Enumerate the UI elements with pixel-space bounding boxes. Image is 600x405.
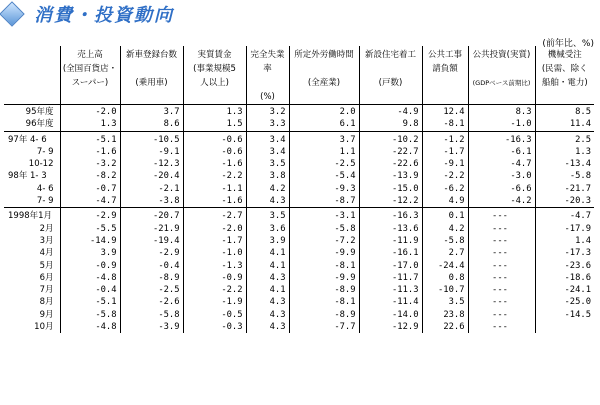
table-cell: 0.1 [422,208,468,223]
table-cell: -11.3 [359,284,422,296]
table-cell: -5.8 [120,309,183,321]
table-cell: -1.7 [422,146,468,158]
table-cell: -14.9 [60,235,120,247]
table-cell: -8.1 [289,260,359,272]
table-row [4,131,594,146]
column-header-line: (民需、除く [541,64,588,74]
table-cell: -5.5 [60,223,120,235]
table-cell: 3.4 [246,131,289,146]
table-cell: 3.9 [60,247,120,259]
table-cell: --- [468,321,535,333]
table-cell: 1.5 [183,118,246,131]
row-label: 97年 4- 6 [4,131,60,146]
column-header-line: (事業規模5 [193,64,236,74]
table-cell: -4.7 [468,158,535,170]
row-label: 98年 1- 3 [8,171,47,182]
header-row [4,46,594,105]
table-cell: 3.7 [120,105,183,119]
table-cell: -7.2 [289,235,359,247]
table-cell: -0.3 [183,321,246,333]
table-cell: -8.1 [289,296,359,308]
row-label: 7- 9 [36,146,54,157]
table-cell: 4.2 [422,223,468,235]
table-cell: 6.1 [289,118,359,131]
table-cell: -4.2 [468,195,535,208]
table-cell: 2.5 [535,131,594,146]
diamond-icon [0,1,25,26]
table-cell: -10.7 [422,284,468,296]
table-cell: --- [468,260,535,272]
table-cell: -2.9 [120,247,183,259]
column-header [359,46,422,105]
column-header-line: スーパー) [71,78,109,88]
table-cell: --- [468,247,535,259]
table-cell: -3.2 [60,158,120,170]
table-cell: -2.0 [60,105,120,119]
table-cell: 1.3 [60,118,120,131]
table-cell: 11.4 [535,118,594,131]
table-cell: -8.9 [120,272,183,284]
table-cell: -21.9 [120,223,183,235]
table-cell: -11.7 [359,272,422,284]
table-cell: --- [468,296,535,308]
table-cell: 3.5 [246,208,289,223]
column-header-line: 実質賃金 [197,50,232,60]
table-cell: -0.4 [60,284,120,296]
row-label: 7月 [39,285,54,296]
table-cell: 3.5 [246,158,289,170]
table-cell: -16.1 [359,247,422,259]
table-cell: 3.8 [246,170,289,182]
table-cell [535,321,594,333]
column-header [289,46,359,105]
column-header-line: (全産業) [307,78,341,88]
row-label: 9月 [39,309,54,320]
table-cell: -2.5 [120,284,183,296]
column-header-line [248,76,288,90]
table-cell: 0.8 [422,272,468,284]
table-row [4,284,594,296]
table-cell: -5.1 [60,296,120,308]
table-cell: -12.3 [120,158,183,170]
table-cell: -24.4 [422,260,468,272]
table-cell: -1.7 [183,235,246,247]
table-row [4,247,594,259]
table-cell: 9.8 [359,118,422,131]
title-bar [0,0,600,34]
column-header-line: (乗用車) [135,78,168,88]
table-cell: 2.7 [422,247,468,259]
table-cell: -24.1 [535,284,594,296]
table-cell: -5.8 [60,309,120,321]
table-row [4,195,594,208]
table-row [4,146,594,158]
corner-cell [4,46,60,105]
table-cell: -12.9 [359,321,422,333]
table-cell: --- [468,208,535,223]
table-cell: 12.4 [422,105,468,119]
table-cell: -20.7 [120,208,183,223]
column-header-line: 請負額 [432,64,458,74]
row-label: 10-12 [28,159,54,170]
table-cell: -18.6 [535,272,594,284]
table-cell: -5.4 [289,170,359,182]
table-row [4,260,594,272]
table-cell: -2.5 [289,158,359,170]
table-cell: -25.0 [535,296,594,308]
column-header-line: 船舶・電力) [541,78,588,88]
table-cell: -13.6 [359,223,422,235]
table-cell: -5.8 [289,223,359,235]
row-label: 95年度 [4,105,60,119]
column-header-line: 公共工事 [427,50,462,60]
column-header-line [291,62,358,76]
table-body [4,105,594,334]
column-header-line: 公共投資(実質) [472,50,531,60]
table-cell: -0.7 [60,183,120,195]
table-cell: -14.5 [535,309,594,321]
column-header-line: 新設住宅着工 [364,50,416,60]
statistics-table [4,46,594,333]
table-row [4,170,594,182]
table-cell: -8.2 [60,170,120,182]
table-row [4,105,594,119]
table-cell: 3.5 [422,296,468,308]
row-label: 5月 [39,260,54,271]
table-cell: -23.6 [535,260,594,272]
column-header-line: 機械受注 [547,50,582,60]
table-cell: -16.3 [468,131,535,146]
table-cell: -16.3 [359,208,422,223]
table-cell: -5.1 [60,131,120,146]
table-cell: 3.4 [246,146,289,158]
table-cell: -0.9 [183,272,246,284]
table-cell: -6.6 [468,183,535,195]
table-cell: 4.1 [246,284,289,296]
column-header [183,46,246,105]
column-header-line [470,62,534,76]
table-cell: 4.3 [246,321,289,333]
table-cell: 8.5 [535,105,594,119]
table-cell: -1.2 [422,131,468,146]
table-cell: -1.1 [183,183,246,195]
table-row [4,223,594,235]
table-cell: -4.8 [60,272,120,284]
column-header [422,46,468,105]
table-cell: -2.0 [183,223,246,235]
table-cell: 8.3 [468,105,535,119]
table-cell: 4.3 [246,296,289,308]
table-cell: -1.6 [183,158,246,170]
table-cell: --- [468,223,535,235]
column-header-line [424,76,467,90]
table-row [4,118,594,131]
table-cell: -6.1 [468,146,535,158]
table-cell: -10.2 [359,131,422,146]
table-cell: 3.7 [289,131,359,146]
table-cell: -20.3 [535,195,594,208]
table-cell: -4.8 [60,321,120,333]
table-cell: -12.2 [359,195,422,208]
table-cell: -1.6 [60,146,120,158]
table-cell: -0.6 [183,146,246,158]
table-cell: -5.8 [422,235,468,247]
row-label: 4- 6 [36,183,54,194]
table-cell: 4.2 [246,183,289,195]
column-header-line: 新車登録台数 [125,50,177,60]
table-cell: -3.0 [468,170,535,182]
table-cell: -1.3 [183,260,246,272]
row-label: 7- 9 [36,196,54,207]
table-cell: -8.9 [289,284,359,296]
table-cell: 2.0 [289,105,359,119]
table-cell: -14.0 [359,309,422,321]
table-cell: -8.7 [289,195,359,208]
unit-note: (前年比、%) [542,39,594,49]
table-cell: -9.9 [289,272,359,284]
page-title: 消費・投資動向 [34,5,174,26]
table-cell: 23.8 [422,309,468,321]
table-row [4,158,594,170]
column-header-line: (GDPベース前期比) [472,79,531,87]
table-cell: -22.7 [359,146,422,158]
table-cell: -3.9 [120,321,183,333]
table-cell: -1.0 [183,247,246,259]
table-cell: -2.2 [183,170,246,182]
table-cell: 8.6 [120,118,183,131]
table-cell: 3.9 [246,235,289,247]
table-cell: -0.9 [60,260,120,272]
column-header [246,46,289,105]
column-header [535,46,594,105]
column-header [60,46,120,105]
table-cell: -9.9 [289,247,359,259]
table-cell: 4.1 [246,260,289,272]
column-header-line: 完全失業率 [250,50,285,74]
column-header [468,46,535,105]
table-cell: --- [468,235,535,247]
column-header-line: (戸数) [378,78,403,88]
table-cell: -9.1 [422,158,468,170]
table-cell: -21.7 [535,183,594,195]
table-cell: -2.7 [183,208,246,223]
row-label: 10月 [34,322,54,333]
table-cell: -2.2 [422,170,468,182]
table-cell: -13.4 [535,158,594,170]
table-cell: -8.1 [422,118,468,131]
table-row [4,309,594,321]
table-cell: 1.3 [535,146,594,158]
table-cell: -22.6 [359,158,422,170]
table-cell: -3.1 [289,208,359,223]
table-cell: -20.4 [120,170,183,182]
table-cell: -0.6 [183,131,246,146]
table-cell: -17.0 [359,260,422,272]
table-cell: -17.3 [535,247,594,259]
row-label: 3月 [39,235,54,246]
row-label: 4月 [39,248,54,259]
table-cell: -6.2 [422,183,468,195]
table-cell: -10.5 [120,131,183,146]
row-label: 96年度 [25,119,54,130]
table-cell: -1.9 [183,296,246,308]
table-cell: -1.0 [468,118,535,131]
table-cell: --- [468,284,535,296]
column-header-line [122,62,182,76]
table-cell: 4.3 [246,309,289,321]
column-header-line: 人以上) [200,78,229,88]
table-cell: 4.1 [246,247,289,259]
table-cell: -0.4 [120,260,183,272]
table-cell: -2.1 [120,183,183,195]
table-row [4,272,594,284]
table-cell: -4.7 [535,208,594,223]
row-label: 1998年1月 [4,208,60,223]
table-cell: 1.3 [183,105,246,119]
table-cell: -8.9 [289,309,359,321]
table-cell: 3.2 [246,105,289,119]
table-cell: -7.7 [289,321,359,333]
table-cell: --- [468,272,535,284]
column-header-line: (%) [260,92,275,102]
row-label: 8月 [39,297,54,308]
table-row [4,235,594,247]
table-cell: -3.8 [120,195,183,208]
table-cell: --- [468,309,535,321]
table-cell: 1.4 [535,235,594,247]
table-cell: -13.9 [359,170,422,182]
column-header-line [361,62,421,76]
table-cell: 4.3 [246,272,289,284]
column-header-line: 売上高 [77,50,103,60]
table-cell: -1.6 [183,195,246,208]
table-row [4,183,594,195]
table-cell: -9.1 [120,146,183,158]
column-header [120,46,183,105]
table-cell: 1.1 [289,146,359,158]
table-cell: 22.6 [422,321,468,333]
table-cell: -2.6 [120,296,183,308]
table-cell: 3.6 [246,223,289,235]
table-cell: 4.3 [246,195,289,208]
table-cell: -11.9 [359,235,422,247]
table-cell: -2.9 [60,208,120,223]
table-cell: 4.9 [422,195,468,208]
table-cell: 3.3 [246,118,289,131]
row-label: 6月 [39,272,54,283]
row-label: 2月 [39,223,54,234]
table-cell: -17.9 [535,223,594,235]
table-cell: -2.2 [183,284,246,296]
table-cell: -19.4 [120,235,183,247]
column-header-line: (全国百貨店・ [62,64,118,74]
table-row [4,296,594,308]
table-cell: -4.7 [60,195,120,208]
column-header-line: 所定外労働時間 [294,50,354,60]
table-cell: -15.0 [359,183,422,195]
table-cell: -0.5 [183,309,246,321]
table-row [4,321,594,333]
table-cell: -11.4 [359,296,422,308]
table-cell: -9.3 [289,183,359,195]
table-cell: -4.9 [359,105,422,119]
table-row [4,208,594,223]
table-cell: -5.8 [535,170,594,182]
